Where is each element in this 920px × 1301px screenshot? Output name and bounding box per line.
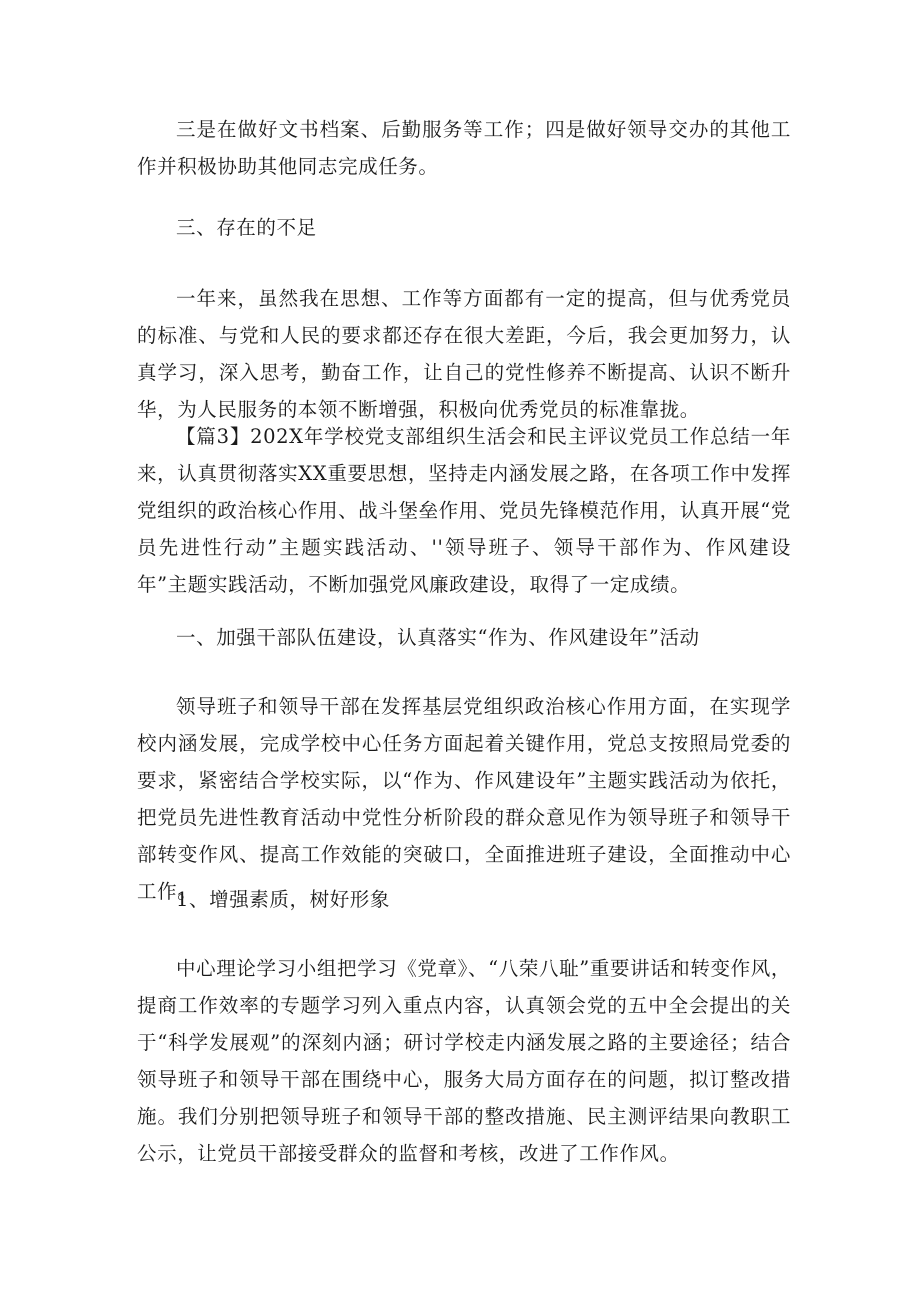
paragraph-article-3-intro: 【篇3】202X年学校党支部组织生活会和民主评议党员工作总结一年来，认真贯彻落实XX重要思想，坚持走内涵发展之路，在各项工作中发挥党组织的政治核心作用、战斗堡垒作用、党员先锋模范作用，认真开展“党员先进性行动”主题实践活动、''领导班子、领导干部作为、作风建设年”主题实践活动，不断加强党风廉政建设，取得了一定成绩。 xyxy=(137,425,791,596)
subsection-heading-quality: 1、增强素质，树好形象 xyxy=(176,888,391,911)
section-heading-team-building: 一、加强干部队伍建设，认真落实“作为、作风建设年”活动 xyxy=(176,626,700,649)
paragraph-shortcomings: 一年来，虽然我在思想、工作等方面都有一定的提高，但与优秀党员的标准、与党和人民的要求都还存在很大差距，今后，我会更加努力，认真学习，深入思考，勤奋工作，让自己的党性修养不断提高、认识不断升华，为人民服务的本领不断增强，积极向优秀党员的标准靠拢。 xyxy=(137,287,791,421)
paragraph-work-items: 三是在做好文书档案、后勤服务等工作；四是做好领导交办的其他工作并积极协助其他同志完成任务。 xyxy=(137,118,791,178)
paragraph-quality: 中心理论学习小组把学习《党章》、“八荣八耻”重要讲话和转变作风，提商工作效率的专题学习列入重点内容，认真领会党的五中全会提出的关于“科学发展观”的深刻内涵；研讨学校走内涵发展之路的主要途径；结合领导班子和领导干部在围绕中心，服务大局方面存在的问题，拟订整改措施。我们分别把领导班子和领导干部的整改措施、民主测评结果向教职工公示，让党员干部接受群众的监督和考核，改进了工作作风。 xyxy=(137,957,791,1165)
section-heading-shortcomings: 三、存在的不足 xyxy=(176,216,317,239)
paragraph-team-building: 领导班子和领导干部在发挥基层党组织政治核心作用方面，在实现学校内涵发展，完成学校中心任务方面起着关键作用，党总支按照局党委的要求，紧密结合学校实际，以“作为、作风建设年”主题实践活动为依托，把党员先进性教育活动中党性分析阶段的群众意见作为领导班子和领导干部转变作风、提高工作效能的突破口，全面推进班子建设，全面推动中心工作。 xyxy=(137,695,791,903)
